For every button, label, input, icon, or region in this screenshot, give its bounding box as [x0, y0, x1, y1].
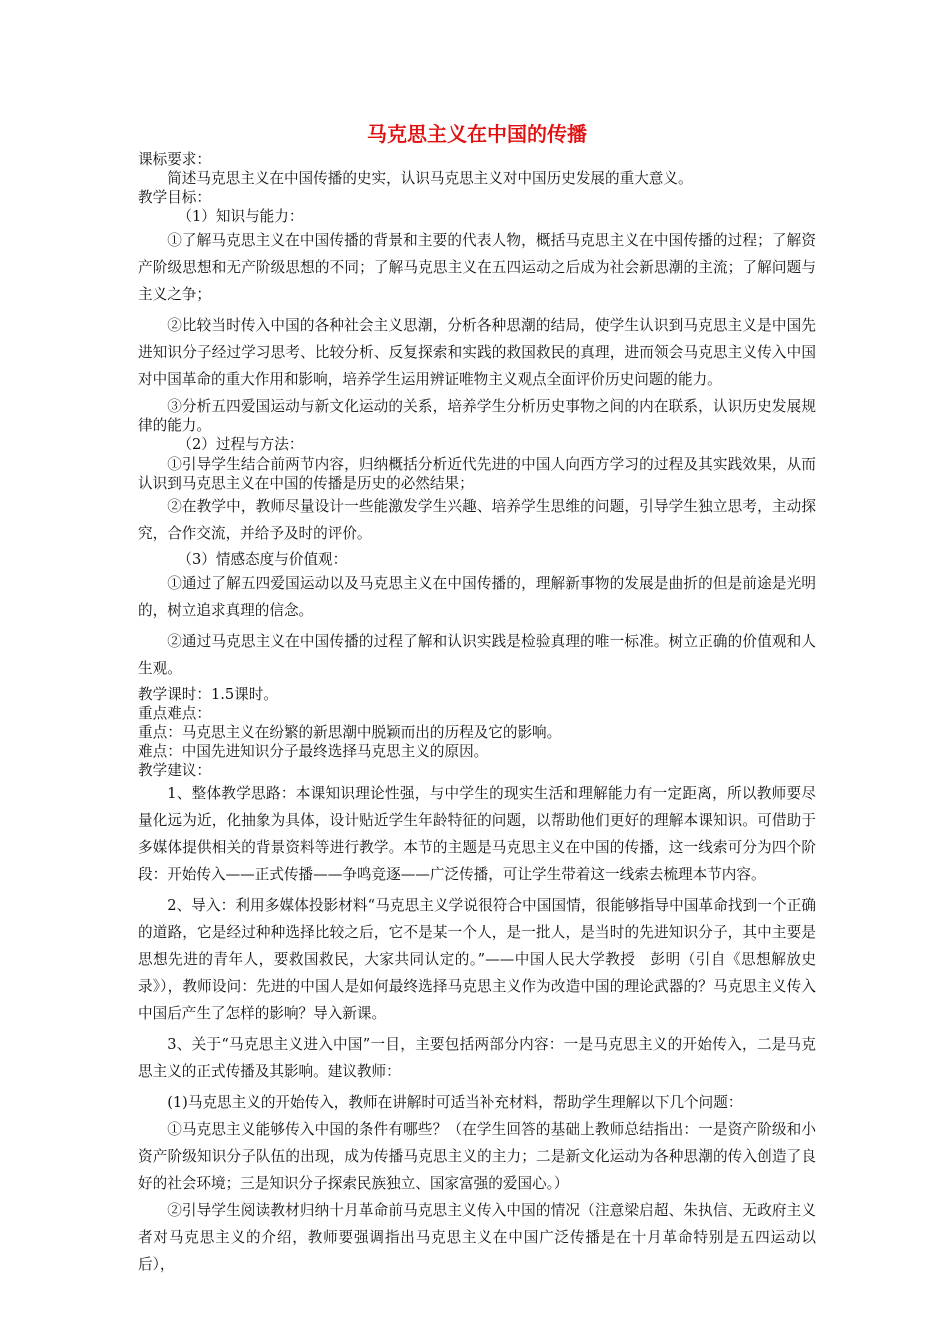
- process-paragraph-1: ①引导学生结合前两节内容，归纳概括分析近代先进的中国人向西方学习的过程及其实践效果，从而认识到马克思主义在中国的传播是历史的必然结果；: [138, 456, 816, 492]
- knowledge-paragraph-3: ③分析五四爱国运动与新文化运动的关系，培养学生分析历史事物之间的内在联系，认识历史发展规律的能力。: [138, 398, 816, 434]
- knowledge-paragraph-2: ②比较当时传入中国的各种社会主义思潮，分析各种思潮的结局，使学生认识到马克思主义是中国先进知识分子经过学习思考、比较分析、反复探索和实践的救国救民的真理，进而领会马克思主义传入中国对中国革命的重大作用和影响，培养学生运用辨证唯物主义观点全面评价历史问题的能力。: [138, 317, 816, 388]
- suggestion-paragraph-2: 2、导入：利用多媒体投影材料“马克思主义学说很符合中国国情，很能够指导中国革命找到一个正确的道路，它是经过种种选择比较之后，它不是某一个人，是一批人，是当时的先进知识分子，其中主要是思想先进的青年人，要救国救民，大家共同认定的。”——中国人民大学教授 彭明（引自《思想解放史录》），教师设问：先进的中国人是如何最终选择马克思主义作为改造中国的理论武器的？马克思主义传入中国后产生了怎样的影响？导入新课。: [138, 897, 816, 1022]
- knowledge-paragraph-1: ①了解马克思主义在中国传播的背景和主要的代表人物，概括马克思主义在中国传播的过程；了解资产阶级思想和无产阶级思想的不同；了解马克思主义在五四运动之后成为社会新思潮的主流；了解问题与主义之争；: [138, 232, 816, 303]
- emotion-paragraph-2: ②通过马克思主义在中国传播的过程了解和认识实践是检验真理的唯一标准。树立正确的价值观和人生观。: [138, 633, 816, 677]
- knowledge-heading: （1）知识与能力：: [177, 208, 304, 225]
- difficult-point: 难点：中国先进知识分子最终选择马克思主义的原因。: [138, 743, 489, 760]
- document-page: [138, 118, 816, 1278]
- key-point: 重点：马克思主义在纷繁的新思潮中脱颖而出的历程及它的影响。: [138, 724, 562, 741]
- emotion-paragraph-1: ①通过了解五四爱国运动以及马克思主义在中国传播的，理解新事物的发展是曲折的但是前途是光明的，树立追求真理的信念。: [138, 575, 816, 619]
- objectives-heading: 教学目标：: [138, 189, 211, 206]
- suggestions-heading: 教学建议：: [138, 762, 211, 779]
- teaching-hours: 教学课时：1.5课时。: [138, 686, 278, 703]
- emotion-heading: （3）情感态度与价值观：: [177, 551, 348, 568]
- document-title: 马克思主义在中国的传播: [367, 122, 587, 146]
- suggestion-paragraph-1: 1、整体教学思路：本课知识理论性强，与中学生的现实生活和理解能力有一定距离，所以教师要尽量化远为近，化抽象为具体，设计贴近学生年龄特征的问题，以帮助他们更好的理解本课知识。可借助于多媒体提供相关的背景资料等进行教学。本节的主题是马克思主义在中国的传播，这一线索可分为四个阶段：开始传入——正式传播——争鸣竞逐——广泛传播，可让学生带着这一线索去梳理本节内容。: [138, 785, 816, 883]
- process-paragraph-2: ②在教学中，教师尽量设计一些能激发学生兴趣、培养学生思维的问题，引导学生独立思考，主动探究，合作交流，并给予及时的评价。: [138, 498, 816, 542]
- suggestion-paragraph-3-1-a: ①马克思主义能够传入中国的条件有哪些？（在学生回答的基础上教师总结指出：一是资产阶级和小资产阶级知识分子队伍的出现，成为传播马克思主义的主力；二是新文化运动为各种思潮的传入创造了良好的社会环境；三是知识分子探索民族独立、国家富强的爱国心。）: [138, 1121, 816, 1192]
- key-points-heading: 重点难点：: [138, 705, 211, 722]
- suggestion-paragraph-3: 3、关于“马克思主义进入中国”一目，主要包括两部分内容：一是马克思主义的开始传入，二是马克思主义的正式传播及其影响。建议教师：: [138, 1036, 816, 1080]
- process-heading: （2）过程与方法：: [177, 436, 304, 453]
- standard-text: 简述马克思主义在中国传播的史实，认识马克思主义对中国历史发展的重大意义。: [167, 170, 693, 187]
- suggestion-paragraph-3-1-b: ②引导学生阅读教材归纳十月革命前马克思主义传入中国的情况（注意梁启超、朱执信、无政府主义者对马克思主义的介绍，教师要强调指出马克思主义在中国广泛传播是在十月革命特别是五四运动以后），: [138, 1202, 816, 1273]
- suggestion-paragraph-3-1: (1)马克思主义的开始传入，教师在讲解时可适当补充材料，帮助学生理解以下几个问题：: [167, 1094, 743, 1111]
- standard-heading: 课标要求：: [138, 151, 211, 168]
